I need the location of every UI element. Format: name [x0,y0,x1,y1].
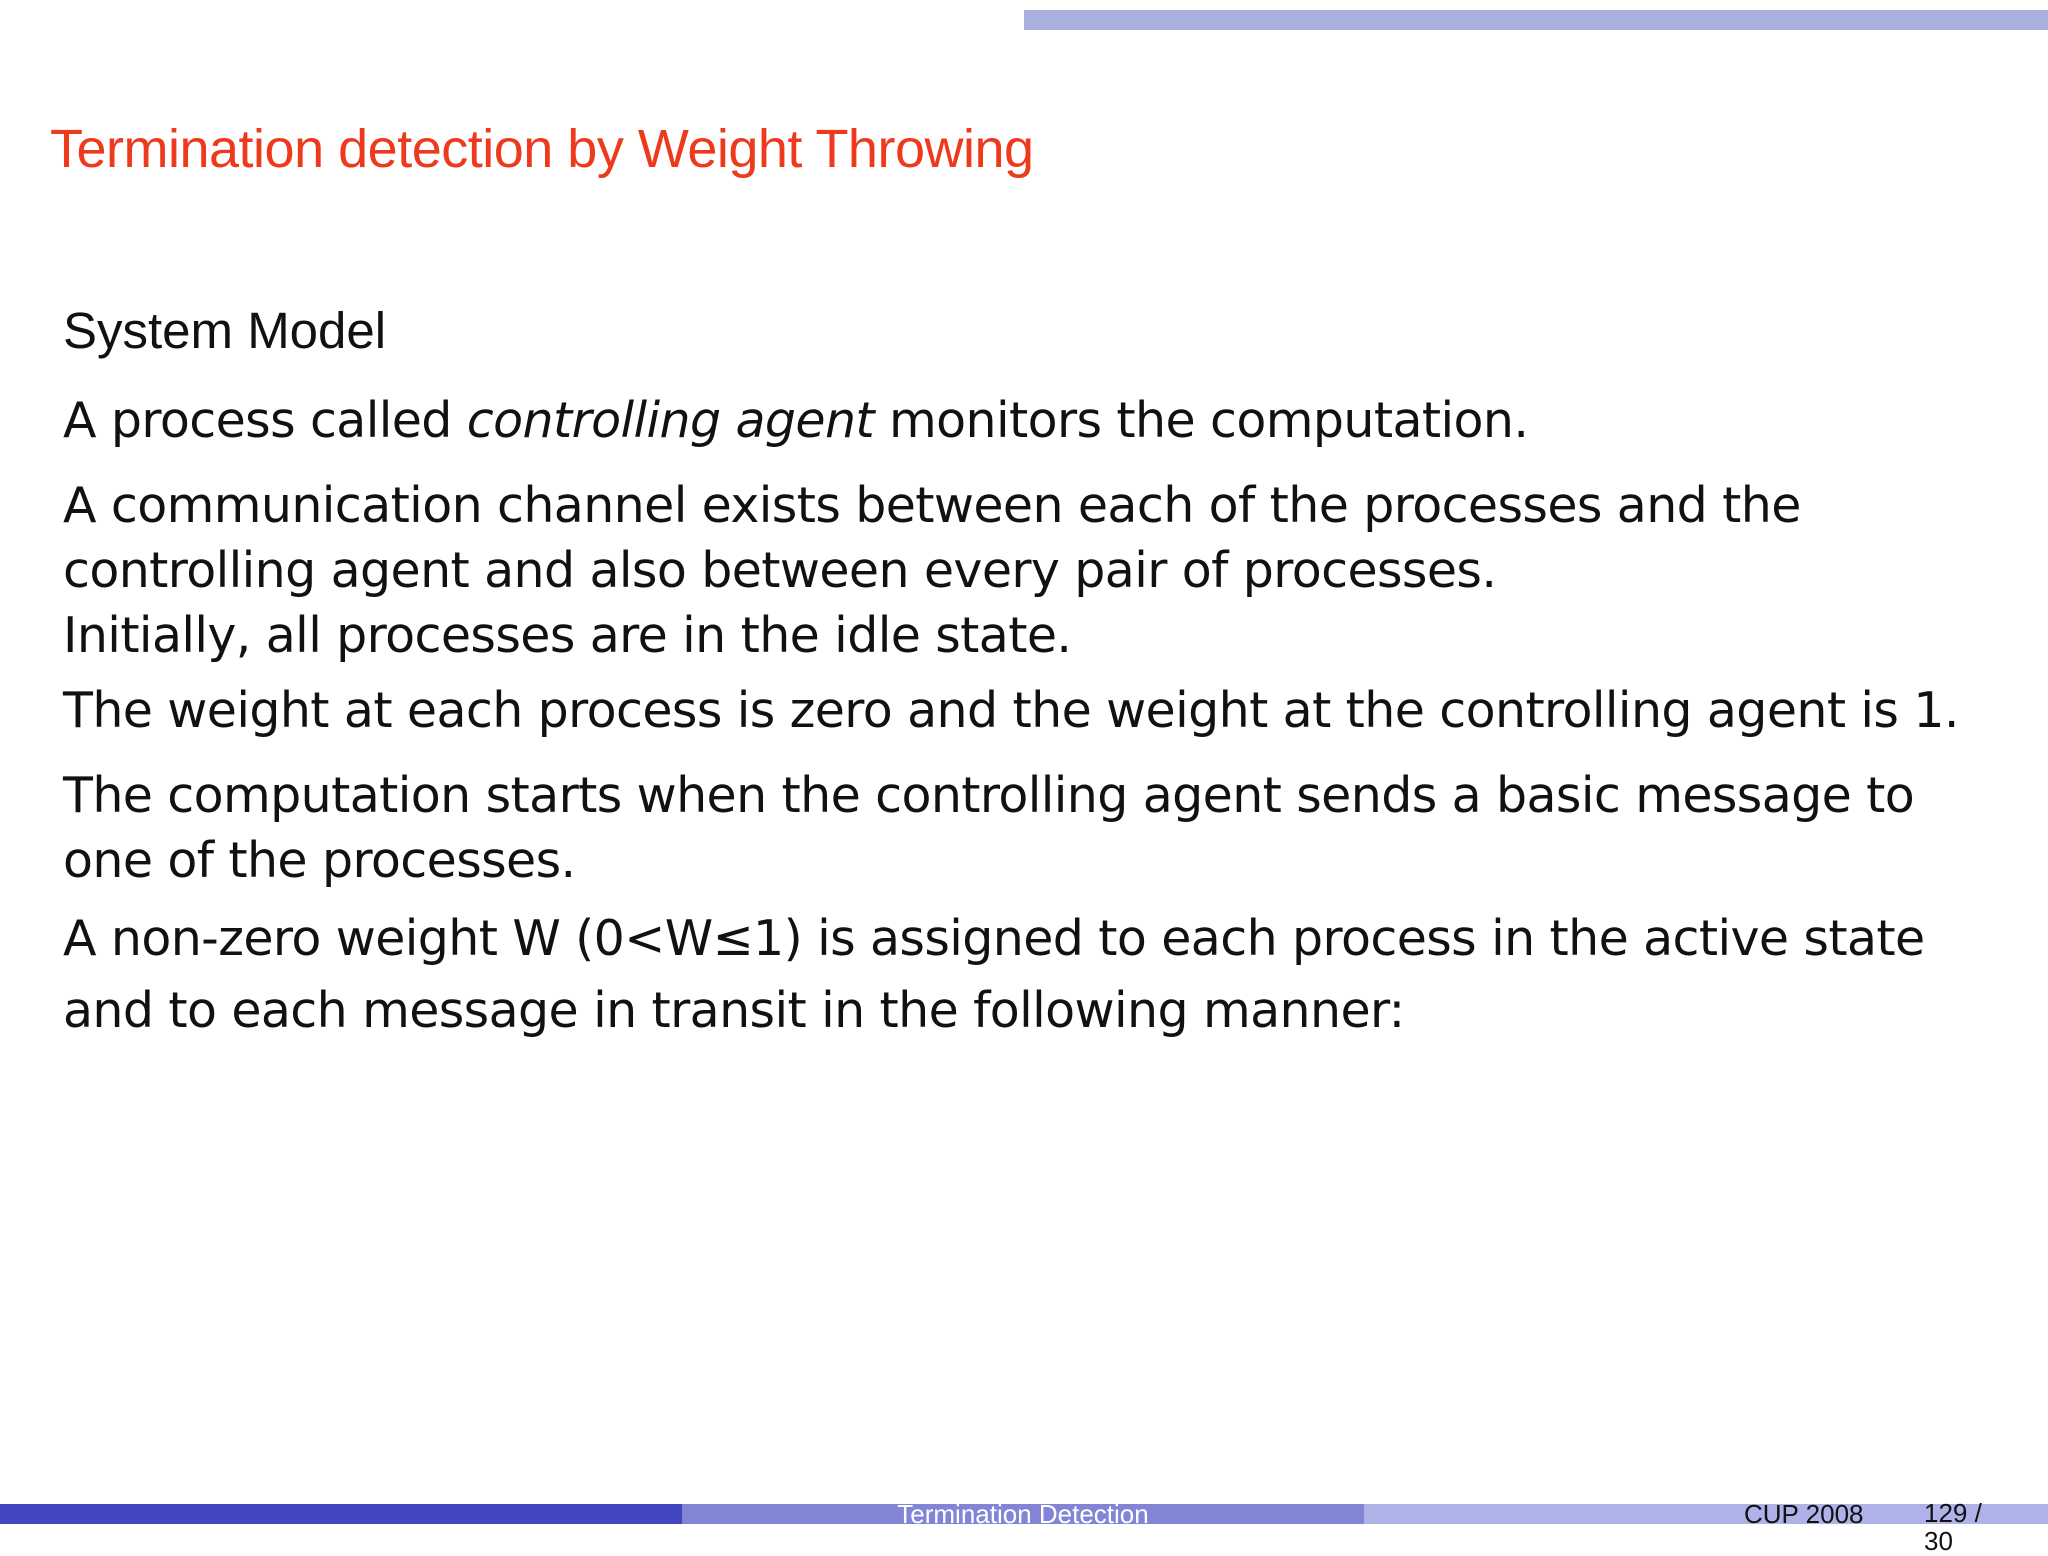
paragraph-text: monitors the computation. [874,392,1529,449]
paragraph-computation-start [63,763,2023,893]
emphasis-text: controlling agent [466,392,875,449]
page-current: 129 / [1924,1498,1982,1528]
paragraph-controlling-agent [63,388,2023,453]
paragraph-line: A communication channel exists between each of the processes and the [63,477,1801,534]
footer-segment-middle [682,1499,1364,1529]
paragraph-line: A non-zero weight W (0<W≤1) is assigned to each process in the active state [63,910,1925,967]
footer-title: Termination Detection [897,1499,1149,1529]
paragraph-line: controlling agent and also between every pair of processes. [63,542,1497,599]
paragraph-line: and to each message in transit in the following manner: [63,982,1405,1039]
paragraph-line: Initially, all processes are in the idle state. [63,607,1072,664]
page-total: 30 [1924,1526,1953,1556]
footer-segment-left [0,1504,682,1524]
paragraph-weight-assignment [63,903,2023,1047]
footer-publisher: CUP 2008 [1744,1499,1864,1529]
footer-segment-right [1364,1498,2048,1556]
slide-content [63,300,2023,1067]
paragraph-line: one of the processes. [63,832,576,889]
top-decoration-bar [1024,10,2048,30]
paragraph-line: The computation starts when the controlling agent sends a basic message to [63,767,1915,824]
paragraph-communication-channel [63,473,2023,668]
slide-title: Termination detection by Weight Throwing [50,119,1034,179]
footer-bar [0,1498,2048,1556]
section-heading: System Model [63,302,387,359]
paragraph-initial-weight: The weight at each process is zero and the weight at the controlling agent is 1. [63,682,1959,739]
paragraph-text: A process called [63,392,467,449]
footer-page-number [1924,1499,1982,1555]
